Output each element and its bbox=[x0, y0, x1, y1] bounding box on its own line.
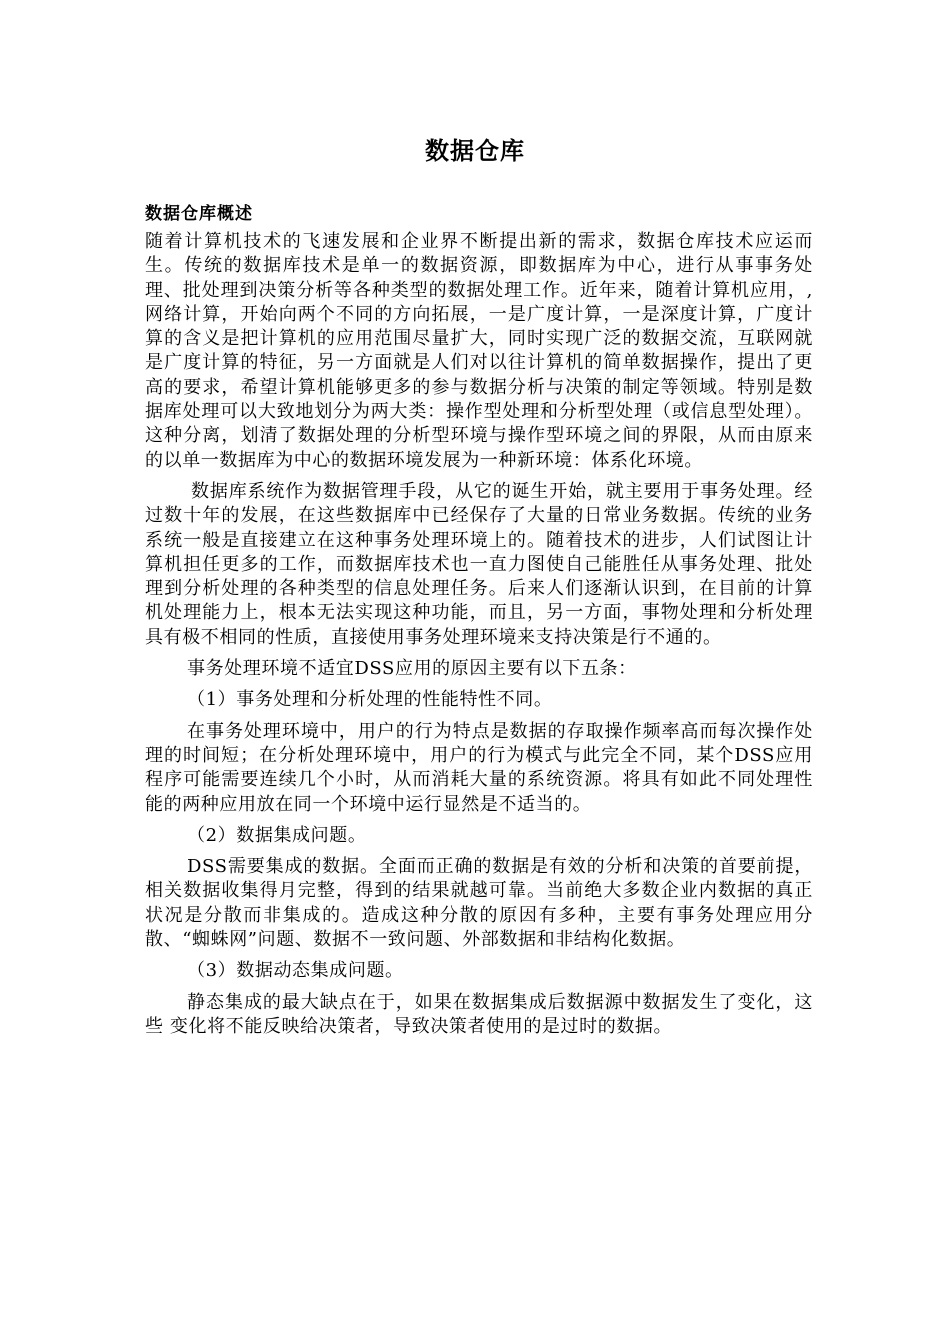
document-title: 数据仓库 bbox=[425, 136, 525, 165]
list-item-heading-1: （1）事务处理和分析处理的性能特性不同。 bbox=[187, 689, 553, 711]
paragraph-dynamic-integration: 静态集成的最大缺点在于，如果在数据集成后数据源中数据发生了变化，这些 变化将不能反映给决策者，导致决策者使用的是过时的数据。 bbox=[145, 991, 813, 1037]
paragraph-dss-reasons-intro: 事务处理环境不适宜DSS应用的原因主要有以下五条： bbox=[187, 658, 637, 680]
paragraph-performance: 在事务处理环境中，用户的行为特点是数据的存取操作频率高而每次操作处理的时间短；在分析处理环境中，用户的行为模式与此完全不同，某个DSS应用程序可能需要连续几个小时，从而消耗大量的系统资源。将具有如此不同处理性能的两种应用放在同一个环境中运行显然是不适当的。 bbox=[145, 720, 813, 815]
document-body bbox=[145, 230, 813, 1046]
list-item-heading-2: （2）数据集成问题。 bbox=[187, 824, 367, 846]
list-item-heading-3: （3）数据动态集成问题。 bbox=[187, 960, 404, 982]
section-heading: 数据仓库概述 bbox=[145, 204, 253, 224]
paragraph-database-history: 数据库系统作为数据管理手段，从它的诞生开始，就主要用于事务处理。经过数十年的发展，在这些数据库中已经保存了大量的日常业务数据。传统的业务系统一般是直接建立在这种事务处理环境上的。随着技术的进步，人们试图让计算机担任更多的工作，而数据库技术也一直力图使自己能胜任从事务处理、批处理到分析处理的各种类型的信息处理任务。后来人们逐渐认识到，在目前的计算机处理能力上，根本无法实现这种功能，而且，另一方面，事物处理和分析处理具有极不相同的性质，直接使用事务处理环境来支持决策是行不通的。 bbox=[145, 480, 813, 648]
paragraph-overview: 随着计算机技术的飞速发展和企业界不断提出新的需求，数据仓库技术应运而生。传统的数据库技术是单一的数据资源，即数据库为中心，进行从事事务处理、批处理到决策分析等各种类型的数据处理工作。近年来，随着计算机应用，, 网络计算，开始向两个不同的方向拓展，一是广度计算，一是深度计算，广度计算的含义是把计算机的应用范围尽量扩大，同时实现广泛的数据交流，互联网就是广度计算的特征，另一方面就是人们对以往计算机的简单数据操作，提出了更高的要求，希望计算机能够更多的参与数据分析与决策的制定等领域。特别是数据库处理可以大致地划分为两大类：操作型处理和分析型处理（或信息型处理）。这种分离，划清了数据处理的分析型环境与操作型环境之间的界限，从而由原来的以单一数据库为中心的数据环境发展为一种新环境：体系化环境。 bbox=[145, 231, 813, 471]
paragraph-integration: DSS需要集成的数据。全面而正确的数据是有效的分析和决策的首要前提，相关数据收集得月完整，得到的结果就越可靠。当前绝大多数企业内数据的真正状况是分散而非集成的。造成这种分散的原因有多种，主要有事务处理应用分散、“蜘蛛网”问题、数据不一致问题、外部数据和非结构化数据。 bbox=[145, 856, 813, 951]
